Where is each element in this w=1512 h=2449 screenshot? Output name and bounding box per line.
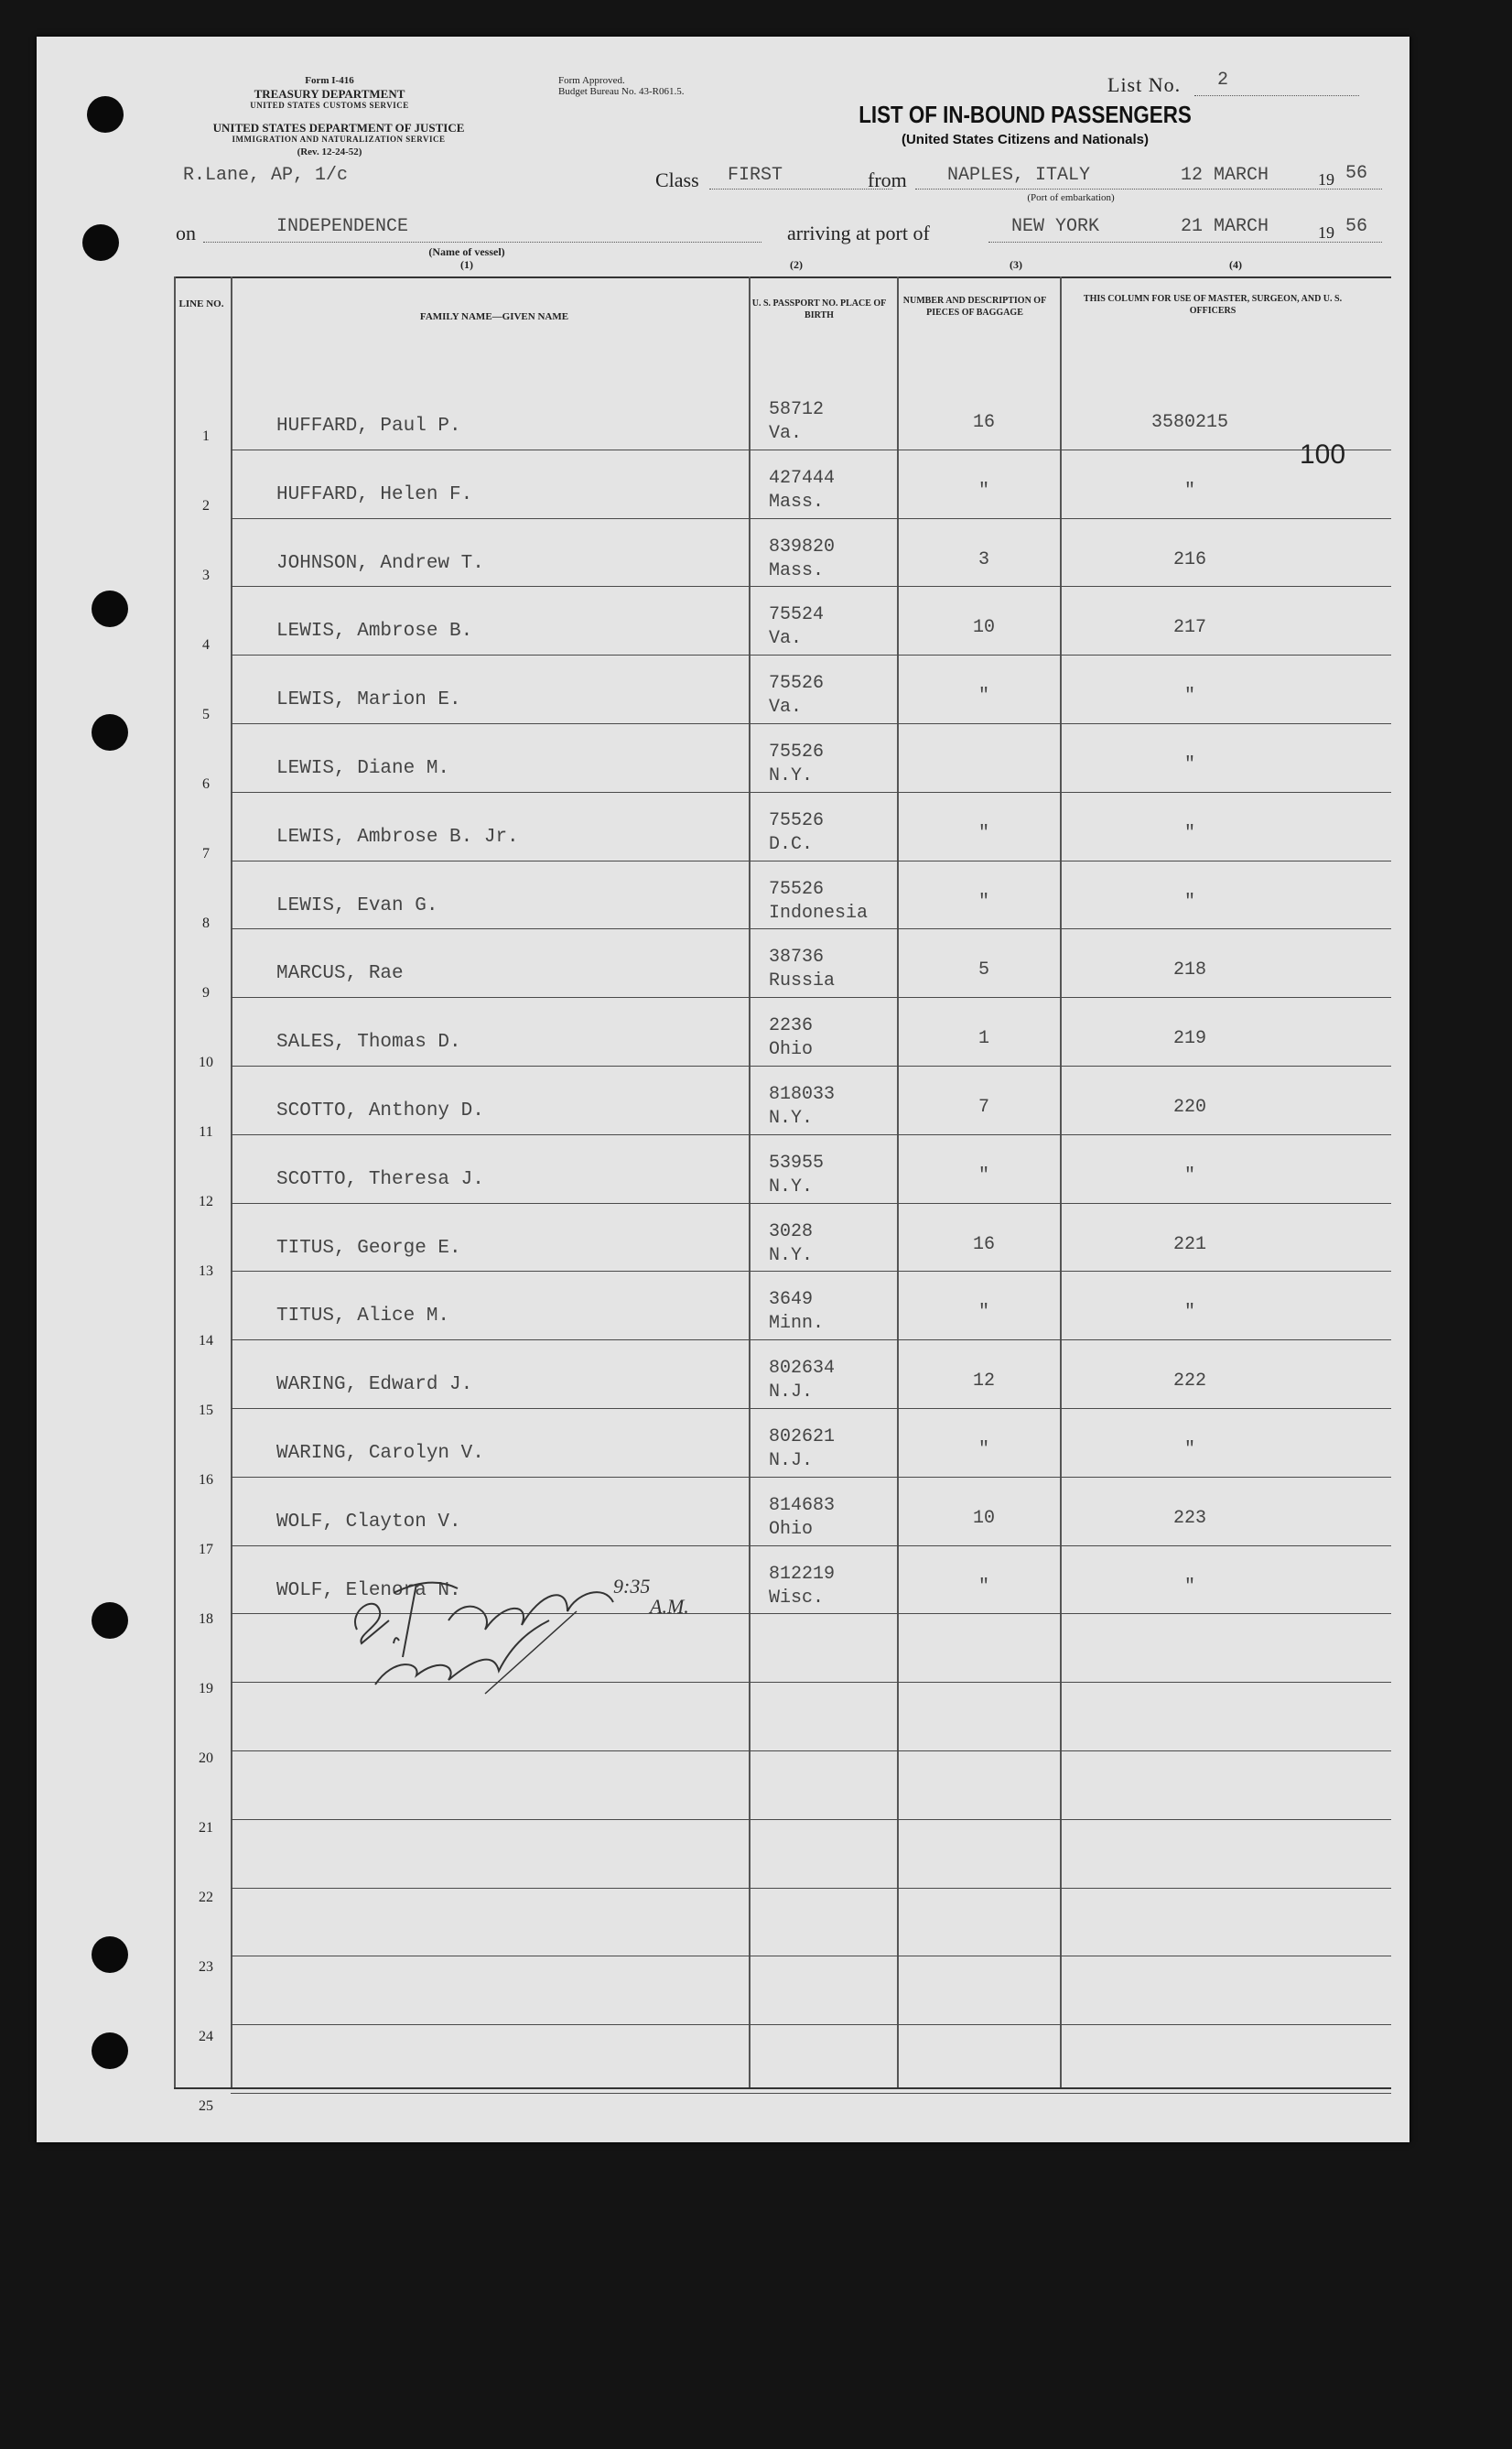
line-number: 3 — [202, 567, 210, 583]
officer-entry: " — [1183, 1165, 1195, 1187]
arriving-label: arriving at port of — [787, 222, 930, 244]
place-of-birth: Va. — [769, 628, 803, 650]
baggage-count: 10 — [972, 1507, 995, 1529]
baggage-count: 7 — [977, 1097, 989, 1118]
passenger-name: SALES, Thomas D. — [276, 1032, 461, 1054]
place-of-birth: Mass. — [769, 491, 825, 513]
passport-number: 814683 — [769, 1494, 836, 1516]
table-row — [37, 1758, 1409, 1836]
baggage-count: " — [977, 1165, 989, 1187]
from-year-prefix: 19 — [1318, 170, 1334, 189]
line-number: 21 — [199, 1820, 213, 1836]
table-row — [37, 1620, 1409, 1696]
officer-entry: " — [1183, 480, 1195, 502]
list-no-value: 2 — [1217, 70, 1229, 91]
line-number: 17 — [199, 1541, 213, 1557]
passenger-name: SCOTTO, Anthony D. — [276, 1100, 484, 1122]
passenger-name: HUFFARD, Paul P. — [276, 416, 461, 437]
table-row — [37, 388, 1409, 457]
class-label: Class — [655, 168, 699, 191]
place-of-birth: N.J. — [769, 1382, 814, 1403]
line-number: 25 — [199, 2097, 213, 2114]
passenger-name: LEWIS, Ambrose B. Jr. — [276, 826, 519, 848]
table-row — [37, 936, 1409, 1004]
place-of-birth: Ohio — [769, 1039, 814, 1061]
passport-number: 53955 — [769, 1152, 825, 1174]
passenger-name: LEWIS, Evan G. — [276, 894, 438, 916]
margin-note: 100 — [1300, 439, 1346, 470]
document-title: LIST OF IN-BOUND PASSENGERS — [859, 101, 1192, 128]
passenger-name: JOHNSON, Andrew T. — [276, 552, 484, 574]
arrival-port: NEW YORK — [1011, 216, 1100, 237]
table-row — [37, 457, 1409, 526]
passenger-name: WOLF, Elenora N. — [276, 1579, 461, 1601]
table-row — [37, 1210, 1409, 1279]
table-row — [37, 1484, 1409, 1557]
treasury-department: TREASURY DEPARTMENT — [254, 87, 405, 101]
table-row — [37, 1553, 1409, 1627]
baggage-count: " — [977, 480, 989, 502]
officer-entry: 223 — [1172, 1507, 1206, 1529]
passenger-name: TITUS, Alice M. — [276, 1306, 450, 1327]
table-row — [37, 868, 1409, 937]
header-line-no: LINE NO. — [178, 298, 224, 309]
arrival-year: 56 — [1345, 216, 1368, 237]
list-no-label: List No. — [1107, 73, 1182, 96]
from-port: NAPLES, ITALY — [947, 165, 1091, 186]
arrival-year-prefix: 19 — [1318, 223, 1334, 242]
revision: (Rev. 12-24-52) — [297, 146, 362, 157]
officer-name: R.Lane, AP, 1/c — [183, 165, 349, 186]
officer-entry: " — [1183, 1576, 1195, 1598]
table-row — [37, 1415, 1409, 1488]
line-number: 11 — [199, 1124, 213, 1140]
place-of-birth: N.Y. — [769, 1244, 814, 1266]
passenger-name: LEWIS, Diane M. — [276, 758, 450, 779]
passport-number: 818033 — [769, 1084, 836, 1105]
line-number: 19 — [199, 1680, 213, 1696]
place-of-birth: N.Y. — [769, 765, 814, 786]
place-of-birth: Wisc. — [769, 1587, 825, 1609]
manifest-sheet — [37, 37, 1409, 2142]
officer-entry: " — [1183, 1302, 1195, 1324]
passenger-name: SCOTTO, Theresa J. — [276, 1168, 484, 1190]
ins-service: IMMIGRATION AND NATURALIZATION SERVICE — [232, 135, 446, 144]
officer-entry: 220 — [1172, 1097, 1206, 1118]
officer-entry: 218 — [1172, 959, 1206, 981]
passport-number: 839820 — [769, 536, 836, 558]
svg-text:9:35: 9:35 — [613, 1575, 651, 1598]
header-baggage: NUMBER AND DESCRIPTION OF PIECES OF BAGGAGE — [902, 296, 1047, 318]
vessel-name: INDEPENDENCE — [276, 216, 409, 237]
punch-hole — [87, 96, 124, 133]
officer-entry: " — [1183, 891, 1195, 913]
from-label: from — [868, 168, 907, 191]
line-number: 16 — [199, 1472, 213, 1488]
officer-entry: 3580215 — [1150, 412, 1228, 433]
baggage-count: " — [977, 686, 989, 708]
passport-number: 75526 — [769, 878, 825, 900]
place-of-birth: Va. — [769, 697, 803, 719]
line-number: 20 — [199, 1750, 213, 1766]
inspector-signature — [339, 1556, 723, 1703]
passport-number: 58712 — [769, 399, 825, 420]
passenger-name: MARCUS, Rae — [276, 963, 404, 985]
line-number: 12 — [199, 1193, 213, 1209]
table-row — [37, 799, 1409, 868]
line-number: 6 — [202, 776, 210, 792]
passport-number: 75526 — [769, 809, 825, 831]
passport-number: 75526 — [769, 673, 825, 695]
line-number: 1 — [202, 428, 210, 444]
table-row — [37, 1963, 1409, 2044]
baggage-count: " — [977, 1439, 989, 1460]
line-number: 9 — [202, 984, 210, 1001]
table-row — [37, 731, 1409, 799]
passenger-name: WOLF, Clayton V. — [276, 1511, 461, 1533]
passenger-name: WARING, Carolyn V. — [276, 1443, 484, 1464]
from-year: 56 — [1345, 163, 1368, 184]
passenger-name: TITUS, George E. — [276, 1237, 461, 1259]
baggage-count: " — [977, 822, 989, 844]
place-of-birth: Russia — [769, 970, 836, 992]
passenger-name: LEWIS, Marion E. — [276, 689, 461, 711]
officer-entry: " — [1183, 686, 1195, 708]
budget-bureau: Budget Bureau No. 43-R061.5. — [558, 86, 685, 97]
place-of-birth: N.Y. — [769, 1108, 814, 1129]
column-1-note: (1) — [460, 258, 473, 271]
line-number: 10 — [199, 1054, 213, 1070]
baggage-count: 12 — [972, 1371, 995, 1392]
customs-service: UNITED STATES CUSTOMS SERVICE — [250, 101, 409, 110]
officer-entry: " — [1183, 822, 1195, 844]
punch-hole — [82, 224, 119, 261]
passport-number: 812219 — [769, 1563, 836, 1585]
header-name: FAMILY NAME—GIVEN NAME — [419, 311, 569, 322]
port-embarkation-note: (Port of embarkation) — [1027, 192, 1115, 203]
baggage-count: " — [977, 1302, 989, 1324]
place-of-birth: D.C. — [769, 833, 814, 855]
vessel-note: (Name of vessel) — [428, 245, 505, 258]
svg-text:A.M.: A.M. — [650, 1595, 689, 1618]
table-row — [37, 1004, 1409, 1073]
column-4-note: (4) — [1229, 258, 1242, 271]
officer-entry: " — [1183, 754, 1195, 775]
line-number: 7 — [202, 845, 210, 861]
class-value: FIRST — [728, 165, 783, 186]
baggage-count: 10 — [972, 617, 995, 639]
table-row — [37, 1895, 1409, 1975]
passport-number: 2236 — [769, 1015, 814, 1037]
arrival-date: 21 MARCH — [1181, 216, 1269, 237]
place-of-birth: Mass. — [769, 559, 825, 581]
line-number: 23 — [199, 1958, 213, 1975]
officer-entry: 217 — [1172, 617, 1206, 639]
passport-number: 427444 — [769, 467, 836, 489]
form-number: Form I-416 — [305, 75, 354, 86]
table-row — [37, 1142, 1409, 1210]
baggage-count: " — [977, 1576, 989, 1598]
header-passport: U. S. PASSPORT NO. PLACE OF BIRTH — [751, 298, 887, 320]
place-of-birth: Minn. — [769, 1313, 825, 1335]
place-of-birth: Va. — [769, 423, 803, 444]
line-number: 8 — [202, 915, 210, 931]
baggage-count: 16 — [972, 412, 995, 433]
passport-number: 75524 — [769, 604, 825, 626]
table-row — [37, 662, 1409, 731]
passenger-name: LEWIS, Ambrose B. — [276, 621, 473, 643]
line-number: 24 — [199, 2028, 213, 2044]
passport-number: 802621 — [769, 1426, 836, 1447]
form-approved: Form Approved. — [558, 75, 625, 86]
passport-number: 38736 — [769, 947, 825, 969]
line-number: 2 — [202, 497, 210, 514]
document-subtitle: (United States Citizens and Nationals) — [901, 132, 1150, 147]
column-2-note: (2) — [790, 258, 803, 271]
baggage-count: 16 — [972, 1233, 995, 1255]
table-row — [37, 2032, 1409, 2114]
line-number: 14 — [199, 1332, 213, 1349]
baggage-count: 5 — [977, 959, 989, 981]
department-of-justice: UNITED STATES DEPARTMENT OF JUSTICE — [212, 121, 465, 135]
table-row — [37, 526, 1409, 594]
baggage-count: " — [977, 891, 989, 913]
officer-entry: 222 — [1172, 1371, 1206, 1392]
from-date: 12 MARCH — [1181, 165, 1269, 186]
passport-number: 3649 — [769, 1289, 814, 1311]
passenger-name: HUFFARD, Helen F. — [276, 483, 473, 505]
officer-entry: 221 — [1172, 1233, 1206, 1255]
table-row — [37, 1347, 1409, 1418]
officer-entry: 219 — [1172, 1028, 1206, 1050]
place-of-birth: Ohio — [769, 1518, 814, 1540]
officer-entry: 216 — [1172, 548, 1206, 570]
on-label: on — [176, 222, 196, 244]
officer-entry: " — [1183, 1439, 1195, 1460]
column-3-note: (3) — [1010, 258, 1022, 271]
table-row — [37, 593, 1409, 662]
place-of-birth: N.Y. — [769, 1176, 814, 1197]
line-number: 13 — [199, 1262, 213, 1279]
baggage-count: 3 — [977, 548, 989, 570]
passport-number: 75526 — [769, 742, 825, 763]
table-top-rule — [174, 276, 1391, 278]
line-number: 18 — [199, 1610, 213, 1627]
passport-number: 802634 — [769, 1358, 836, 1380]
line-number: 4 — [202, 636, 210, 653]
table-row — [37, 1826, 1409, 1905]
table-row — [37, 1278, 1409, 1347]
place-of-birth: Indonesia — [769, 902, 869, 924]
line-number: 15 — [199, 1402, 213, 1418]
passenger-name: WARING, Edward J. — [276, 1374, 473, 1396]
baggage-count: 1 — [977, 1028, 989, 1050]
table-row — [37, 1689, 1409, 1766]
passport-number: 3028 — [769, 1220, 814, 1242]
line-number: 5 — [202, 706, 210, 722]
line-number: 22 — [199, 1889, 213, 1905]
header-officers: THIS COLUMN FOR USE OF MASTER, SURGEON, AND U. S. OFFICERS — [1083, 294, 1343, 316]
place-of-birth: N.J. — [769, 1450, 814, 1471]
table-row — [37, 1073, 1409, 1142]
